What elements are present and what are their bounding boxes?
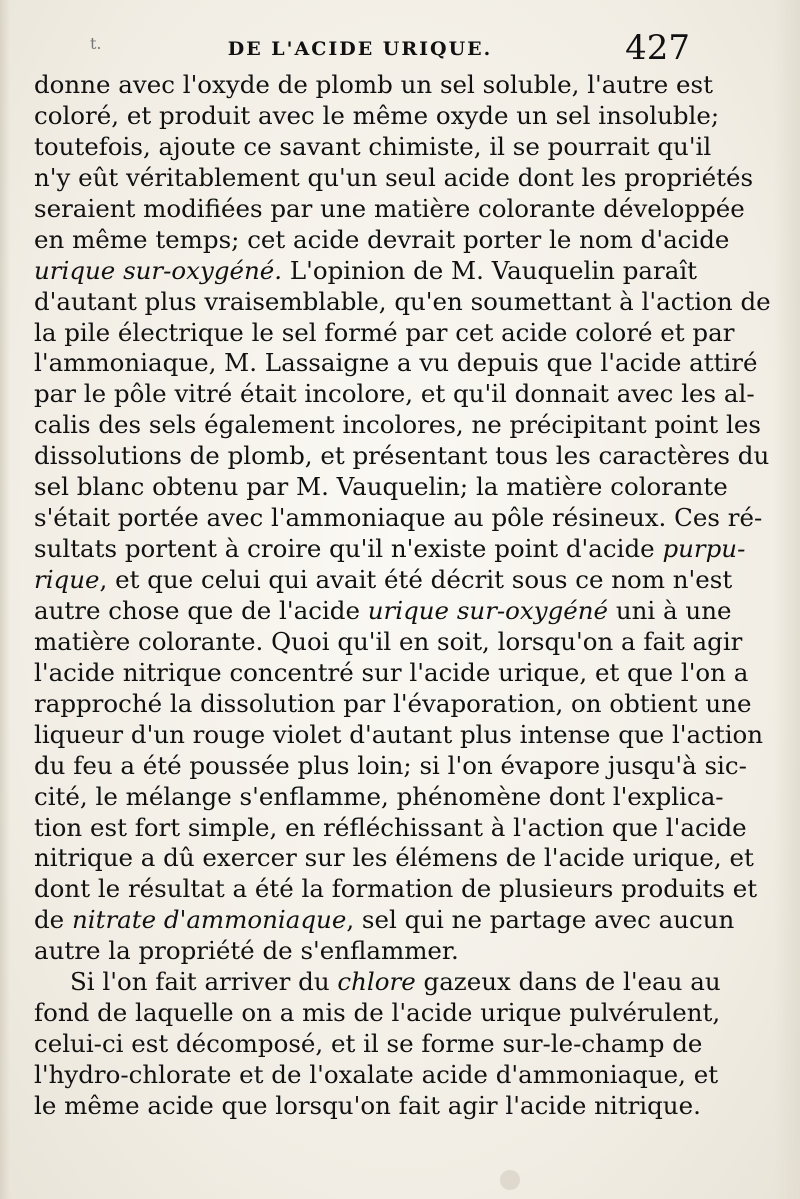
text-line	[34, 905, 735, 936]
paper-stain	[500, 1170, 520, 1190]
text-line	[34, 1060, 719, 1091]
text-segment: coloré, et produit avec le même oxyde un sel insoluble;	[34, 100, 720, 130]
text-segment: dont le résultat a été la formation de plusieurs produits et	[34, 874, 758, 904]
text-line	[34, 534, 746, 565]
text-line	[34, 441, 770, 472]
text-segment: de	[34, 905, 72, 935]
page-right-shadow	[774, 0, 800, 1199]
text-line	[34, 70, 713, 101]
text-line	[34, 750, 747, 782]
text-line	[34, 317, 735, 349]
text-segment: autre la propriété de s'enflammer.	[34, 936, 459, 966]
text-line	[34, 193, 745, 225]
running-title: DE L'ACIDE URIQUE.	[227, 38, 493, 60]
text-line	[34, 379, 755, 410]
italic-text: purpu-	[662, 534, 746, 564]
italic-text: chlore	[337, 967, 416, 997]
text-segment: en même temps; cet acide devrait porter le nom d'acide	[34, 224, 730, 254]
text-segment: l'ammoniaque, M. Lassaigne a vu depuis que l'acide attiré	[34, 348, 758, 378]
text-line	[34, 100, 720, 132]
text-segment: uni à une	[608, 595, 732, 625]
text-segment: l'hydro-chlorate et de l'oxalate acide d'ammoniaque, et	[34, 1060, 719, 1089]
text-line	[34, 348, 758, 379]
italic-text: urique sur-oxygéné	[367, 595, 609, 625]
text-segment: , sel qui ne partage avec aucun	[346, 905, 735, 935]
text-segment: seraient modifiées par une matière colorante développée	[34, 193, 745, 223]
text-line	[34, 1090, 701, 1122]
text-segment: nitrique a dû exercer sur les élémens de l'acide urique, et	[34, 843, 754, 873]
text-line	[34, 131, 712, 163]
page-number: 427	[625, 28, 690, 68]
text-line	[34, 224, 730, 256]
text-segment: tion est fort simple, en réfléchissant à l'action que l'acide	[34, 812, 747, 842]
text-line	[34, 657, 749, 689]
text-segment: dissolutions de plomb, et présentant tous les caractères du	[34, 441, 770, 471]
text-segment: du feu a été poussée plus loin; si l'on évapore jusqu'à sic-	[34, 750, 747, 780]
text-line	[34, 967, 721, 998]
text-segment: fond de laquelle on a mis de l'acide urique pulvérulent,	[34, 998, 721, 1028]
italic-text: urique sur-oxygéné.	[34, 255, 283, 285]
text-segment: sultats portent à croire qu'il n'existe point d'acide	[34, 534, 663, 564]
text-segment: , et que celui qui avait été décrit sous ce nom n'est	[99, 565, 733, 594]
text-segment: autre chose que de l'acide	[34, 595, 368, 625]
text-line	[34, 626, 743, 658]
text-line	[34, 874, 758, 905]
text-segment: rapproché la dissolution par l'évaporation, on obtient une	[34, 688, 752, 718]
text-segment: s'était portée avec l'ammoniaque au pôle résineux. Ces ré-	[34, 503, 763, 533]
text-line	[34, 812, 747, 844]
text-segment: matière colorante. Quoi qu'il en soit, lorsqu'on a fait agir	[34, 626, 743, 656]
page-edge-shadow	[0, 0, 10, 1199]
text-line	[34, 472, 728, 503]
text-line	[34, 503, 763, 534]
text-line	[34, 255, 698, 287]
text-segment: celui-ci est décomposé, et il se forme sur-le-champ de	[34, 1029, 703, 1059]
text-line	[34, 781, 724, 813]
text-segment: donne avec l'oxyde de plomb un sel soluble, l'autre est	[34, 70, 713, 99]
text-segment: L'opinion de M. Vauquelin paraît	[282, 255, 698, 285]
text-segment: calis des sels également incolores, ne précipitant point les	[34, 410, 761, 440]
text-segment: cité, le mélange s'enflamme, phénomène dont l'explica-	[34, 781, 724, 811]
italic-text: rique	[34, 565, 100, 594]
text-line	[34, 998, 721, 1029]
text-segment: la pile électrique le sel formé par cet acide coloré et par	[34, 317, 735, 347]
text-segment: par le pôle vitré était incolore, et qu'il donnait avec les al-	[34, 379, 755, 409]
text-segment: le même acide que lorsqu'on fait agir l'acide nitrique.	[34, 1090, 701, 1120]
text-line	[34, 595, 732, 627]
text-segment: Si l'on fait arriver du	[70, 967, 338, 997]
text-segment: sel blanc obtenu par M. Vauquelin; la matière colorante	[34, 472, 728, 502]
text-line	[34, 1029, 703, 1060]
body-text	[34, 70, 771, 1122]
text-line	[34, 688, 752, 720]
italic-text: nitrate d'ammoniaque	[71, 905, 347, 935]
text-line	[34, 410, 761, 441]
text-segment: n'y eût véritablement qu'un seul acide dont les propriétés	[34, 162, 754, 192]
text-line	[34, 162, 754, 194]
text-line	[34, 719, 764, 751]
text-line	[34, 936, 678, 967]
text-segment: l'acide nitrique concentré sur l'acide urique, et que l'on a	[34, 657, 749, 687]
text-line	[34, 843, 754, 874]
text-line	[34, 565, 733, 596]
text-segment: liqueur d'un rouge violet d'autant plus intense que l'action	[34, 719, 764, 749]
header-mark: t.	[90, 34, 102, 53]
text-segment: gazeux dans de l'eau au	[415, 967, 721, 997]
text-line	[34, 286, 771, 318]
page-header	[30, 28, 690, 68]
text-segment: d'autant plus vraisemblable, qu'en soumettant à l'action de	[34, 286, 771, 316]
text-segment: toutefois, ajoute ce savant chimiste, il se pourrait qu'il	[34, 131, 712, 161]
